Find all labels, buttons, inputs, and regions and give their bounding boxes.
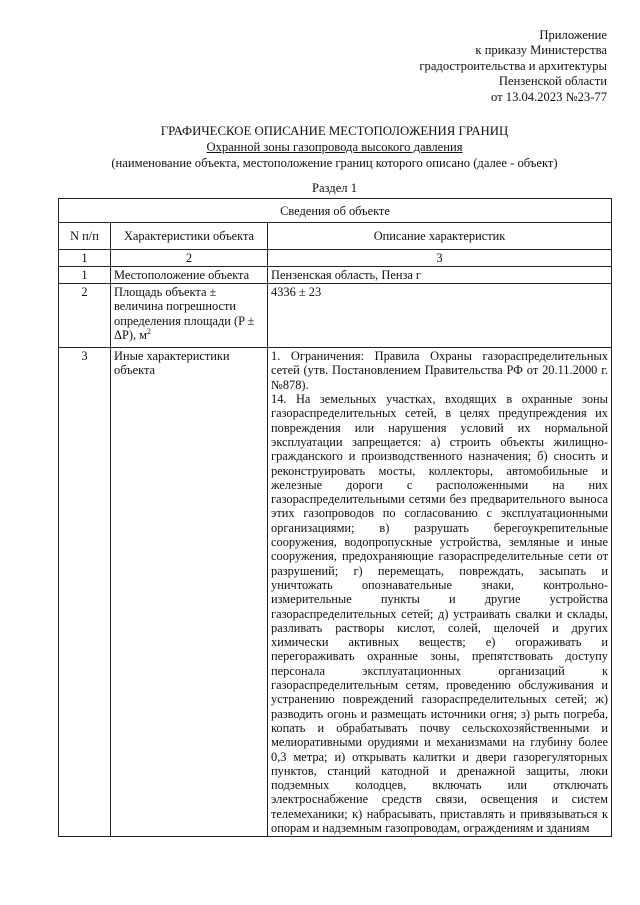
row-description: [268, 284, 612, 348]
row-number: 1: [59, 266, 111, 283]
document-heading: [58, 124, 611, 197]
appendix-line: Приложение: [539, 28, 607, 42]
column-header: N п/п: [59, 223, 111, 249]
table-header-row: [59, 223, 612, 249]
appendix-line: к приказу Министерства: [475, 43, 607, 58]
characteristic-text: Площадь объекта ± величина погрешности определения площади (P ± ΔP), м: [114, 285, 255, 343]
description-paragraph: 1. Ограничения: Правила Охраны газораспределительных сетей (утв. Постановлением Правительства РФ от 20.11.2000 г. №878).: [271, 349, 608, 392]
row-characteristic: [111, 284, 268, 348]
table-row: [59, 266, 612, 283]
appendix-line: Пензенской области: [498, 74, 607, 89]
table-section-row: [59, 199, 612, 223]
column-index: 3: [268, 249, 612, 266]
table-row: [59, 284, 612, 348]
column-header: Характеристики объекта: [111, 223, 268, 249]
object-info-table: [58, 198, 612, 837]
appendix-line: градостроительства и архитектуры: [419, 58, 607, 73]
description-paragraph: 4336 ± 23: [271, 285, 322, 300]
row-characteristic: Иные характеристики объекта: [111, 348, 268, 837]
section-label: Раздел 1: [311, 181, 358, 196]
unit-superscript: 2: [147, 326, 152, 336]
appendix-line: от 13.04.2023 №23-77: [490, 89, 607, 104]
table-index-row: [59, 249, 612, 266]
table-row: [59, 348, 612, 837]
table-section-title: Сведения об объекте: [59, 199, 612, 223]
column-header: Описание характеристик: [268, 223, 612, 249]
object-caption: (наименование объекта, местоположение границ которого описано (далее - объект): [111, 155, 558, 170]
description-paragraph: Пензенская область, Пенза г: [271, 267, 422, 282]
object-name: Охранной зоны газопровода высокого давления: [206, 139, 463, 154]
row-number: 3: [59, 348, 111, 837]
description-paragraph: 14. На земельных участках, входящих в охранные зоны газораспределительных сетей, в целях предупреждения их повреждения или нарушения условий их нормальной эксплуатации запрещается: а) строить объекты жилищно-гражданского и производственного назначения; б) сносить и реконструировать мосты, коллекторы, автомобильные и железные дороги с расположенными на них газораспределительными сетями без предварительного выноса этих газопроводов по согласованию с эксплуатационными организациями; в) разрушать берегоукрепительные сооружения, водопропускные устройства, земляные и иные сооружения, предохраняющие газораспределительные сети от разрушений; г) перемещать, повреждать, засыпать и уничтожать опознавательные знаки, контрольно-измерительные пункты и другие устройства газораспределительных сетей; д) устраивать свалки и склады, разливать растворы кислот, солей, щелочей и других химически активных веществ; е) огораживать и перегораживать охранные зоны, препятствовать доступу персонала эксплуатационных организаций к газораспределительным сетям, проведению обслуживания и устранению повреждений газораспределительных сетей; ж) разводить огонь и размещать источники огня; з) рыть погреба, копать и обрабатывать почву сельскохозяйственными и мелиоративными орудиями и механизмами на глубину более 0,3 метра; и) открывать калитки и двери газорегуляторных пунктов, станций катодной и дренажной защиты, люки подземных колодцев, включать или отключать электроснабжение средств связи, освещения и систем телемеханики; к) набрасывать, приставлять и привязываться к опорам и надземным газопроводам, ограждениям и зданиям: [271, 392, 608, 835]
row-description: [268, 348, 612, 837]
row-description: [268, 266, 612, 283]
row-characteristic: Местоположение объекта: [111, 266, 268, 283]
row-number: 2: [59, 284, 111, 348]
appendix-block: [419, 28, 607, 105]
column-index: 1: [59, 249, 111, 266]
column-index: 2: [111, 249, 268, 266]
document-title: ГРАФИЧЕСКОЕ ОПИСАНИЕ МЕСТОПОЛОЖЕНИЯ ГРАНИЦ: [160, 124, 509, 138]
